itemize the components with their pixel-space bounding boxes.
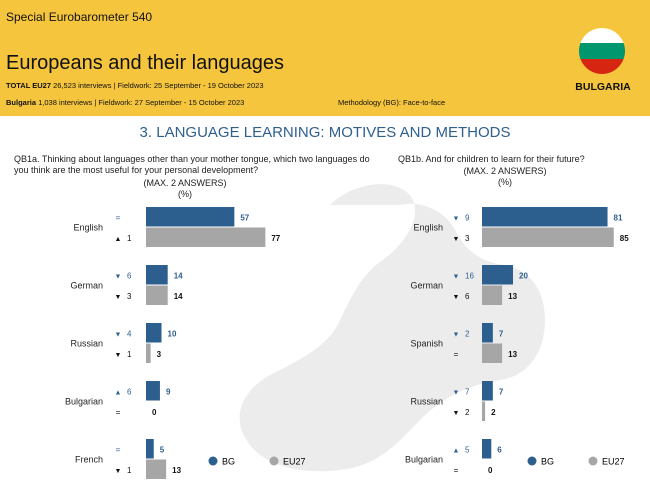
change-value: 3: [127, 291, 132, 301]
change-value: 2: [465, 407, 470, 417]
answers-note-qb1b: (MAX. 2 ANSWERS): [463, 166, 547, 176]
trend-equal-icon: =: [115, 213, 121, 223]
value-label-bg: 5: [159, 445, 165, 455]
trend-down-icon: ▼: [452, 293, 460, 301]
legend-bg-swatch: [209, 457, 218, 466]
value-label-bg: 10: [167, 329, 177, 339]
question-qb1a: QB1a. Thinking about languages other than your mother tongue, which two languages do you think are the most useful for your personal development?: [14, 154, 370, 175]
europe-map-background: [240, 184, 545, 471]
change-value: 7: [465, 387, 470, 397]
trend-down-icon: ▼: [114, 467, 122, 475]
trend-up-icon: ▲: [114, 389, 122, 397]
bar-bg: [482, 265, 513, 285]
trend-down-icon: ▼: [114, 351, 122, 359]
change-value: 2: [465, 329, 470, 339]
legend-bg-swatch: [528, 457, 537, 466]
value-label-bg: 7: [498, 387, 504, 397]
change-value: 1: [127, 233, 132, 243]
category-label: Russian: [410, 396, 443, 407]
change-value: 4: [127, 329, 132, 339]
legend-eu27-label: EU27: [283, 456, 306, 467]
bar-bg: [482, 439, 491, 459]
bar-eu27: [146, 460, 166, 480]
value-label-bg: 6: [497, 445, 502, 455]
value-label-bg: 7: [498, 329, 504, 339]
bar-bg: [146, 265, 168, 285]
value-label-eu27: 2: [491, 407, 496, 417]
category-label: German: [70, 280, 103, 291]
value-label-bg: 14: [173, 271, 183, 281]
question-qb1b: QB1b. And for children to learn for their future?: [398, 154, 585, 164]
trend-down-icon: ▼: [114, 293, 122, 301]
value-label-eu27: 85: [619, 233, 629, 243]
trend-down-icon: ▼: [114, 331, 122, 339]
bar-bg: [146, 439, 154, 459]
change-value: 1: [127, 349, 132, 359]
category-label: Bulgarian: [64, 396, 103, 407]
category-label: Russian: [70, 338, 103, 349]
section-title: 3. LANGUAGE LEARNING: MOTIVES AND METHODS: [139, 124, 511, 141]
unit-qb1b: (%): [498, 177, 512, 187]
bar-eu27: [146, 228, 265, 248]
trend-down-icon: ▼: [452, 389, 460, 397]
trend-up-icon: ▲: [452, 447, 460, 455]
total-label: TOTAL EU27: [6, 81, 52, 90]
change-value: 3: [465, 233, 470, 243]
value-label-eu27: 77: [271, 233, 281, 243]
methodology-note: Methodology (BG): Face-to-face: [338, 98, 446, 107]
bar-eu27: [482, 286, 502, 306]
legend-eu27-swatch: [589, 457, 598, 466]
survey-name: Special Eurobarometer 540: [6, 10, 153, 24]
category-label: English: [413, 222, 443, 233]
trend-up-icon: ▲: [114, 235, 122, 243]
change-value: 16: [465, 271, 474, 281]
trend-equal-icon: =: [453, 349, 459, 359]
legend-qb1b: [528, 457, 625, 467]
trend-equal-icon: =: [453, 465, 459, 475]
value-label-eu27: 0: [488, 465, 493, 475]
value-label-bg: 9: [165, 387, 171, 397]
category-label: Bulgarian: [404, 454, 443, 465]
value-label-eu27: 0: [152, 407, 157, 417]
bar-bg: [146, 323, 162, 343]
bar-eu27: [482, 402, 485, 422]
change-value: 6: [127, 271, 132, 281]
change-value: 9: [465, 213, 470, 223]
category-label: English: [73, 222, 103, 233]
bar-bg: [482, 323, 493, 343]
total-details: 26,523 interviews | Fieldwork: 25 September - 19 October 2023: [51, 81, 264, 90]
trend-down-icon: ▼: [452, 273, 460, 281]
value-label-bg: 57: [240, 213, 250, 223]
bar-bg: [146, 207, 234, 227]
legend-bg-label: BG: [541, 456, 555, 467]
value-label-eu27: 13: [508, 291, 518, 301]
value-label-eu27: 13: [172, 465, 182, 475]
change-value: 6: [127, 387, 132, 397]
change-value: 5: [465, 445, 470, 455]
legend-bg-label: BG: [222, 456, 236, 467]
trend-down-icon: ▼: [452, 331, 460, 339]
country-label: Bulgaria: [6, 98, 37, 107]
bar-eu27: [482, 228, 614, 248]
trend-down-icon: ▼: [452, 409, 460, 417]
legend-eu27-swatch: [270, 457, 279, 466]
change-value: 1: [127, 465, 132, 475]
trend-down-icon: ▼: [452, 215, 460, 223]
legend-qb1a: [209, 457, 306, 467]
bar-bg: [482, 381, 493, 401]
category-label: French: [74, 454, 103, 465]
bar-eu27: [146, 344, 151, 364]
change-value: 6: [465, 291, 470, 301]
trend-equal-icon: =: [115, 407, 121, 417]
trend-equal-icon: =: [115, 445, 121, 455]
value-label-eu27: 3: [156, 349, 162, 359]
map-landmass: [240, 184, 545, 471]
value-label-eu27: 13: [508, 349, 518, 359]
bar-eu27: [482, 344, 502, 364]
value-label-eu27: 14: [173, 291, 183, 301]
value-label-bg: 81: [613, 213, 623, 223]
bar-bg: [482, 207, 608, 227]
country-details: 1,038 interviews | Fieldwork: 27 September - 15 October 2023: [36, 98, 245, 107]
bar-bg: [146, 381, 160, 401]
report-title: Europeans and their languages: [6, 52, 284, 74]
value-label-bg: 20: [519, 271, 528, 281]
answers-note-qb1a: (MAX. 2 ANSWERS): [143, 178, 227, 188]
category-label: German: [410, 280, 443, 291]
trend-down-icon: ▼: [114, 273, 122, 281]
unit-qb1a: (%): [178, 189, 192, 199]
bar-eu27: [146, 286, 168, 306]
country-name: BULGARIA: [575, 81, 631, 93]
category-label: Spanish: [410, 338, 443, 349]
legend-eu27-label: EU27: [602, 456, 625, 467]
trend-down-icon: ▼: [452, 235, 460, 243]
